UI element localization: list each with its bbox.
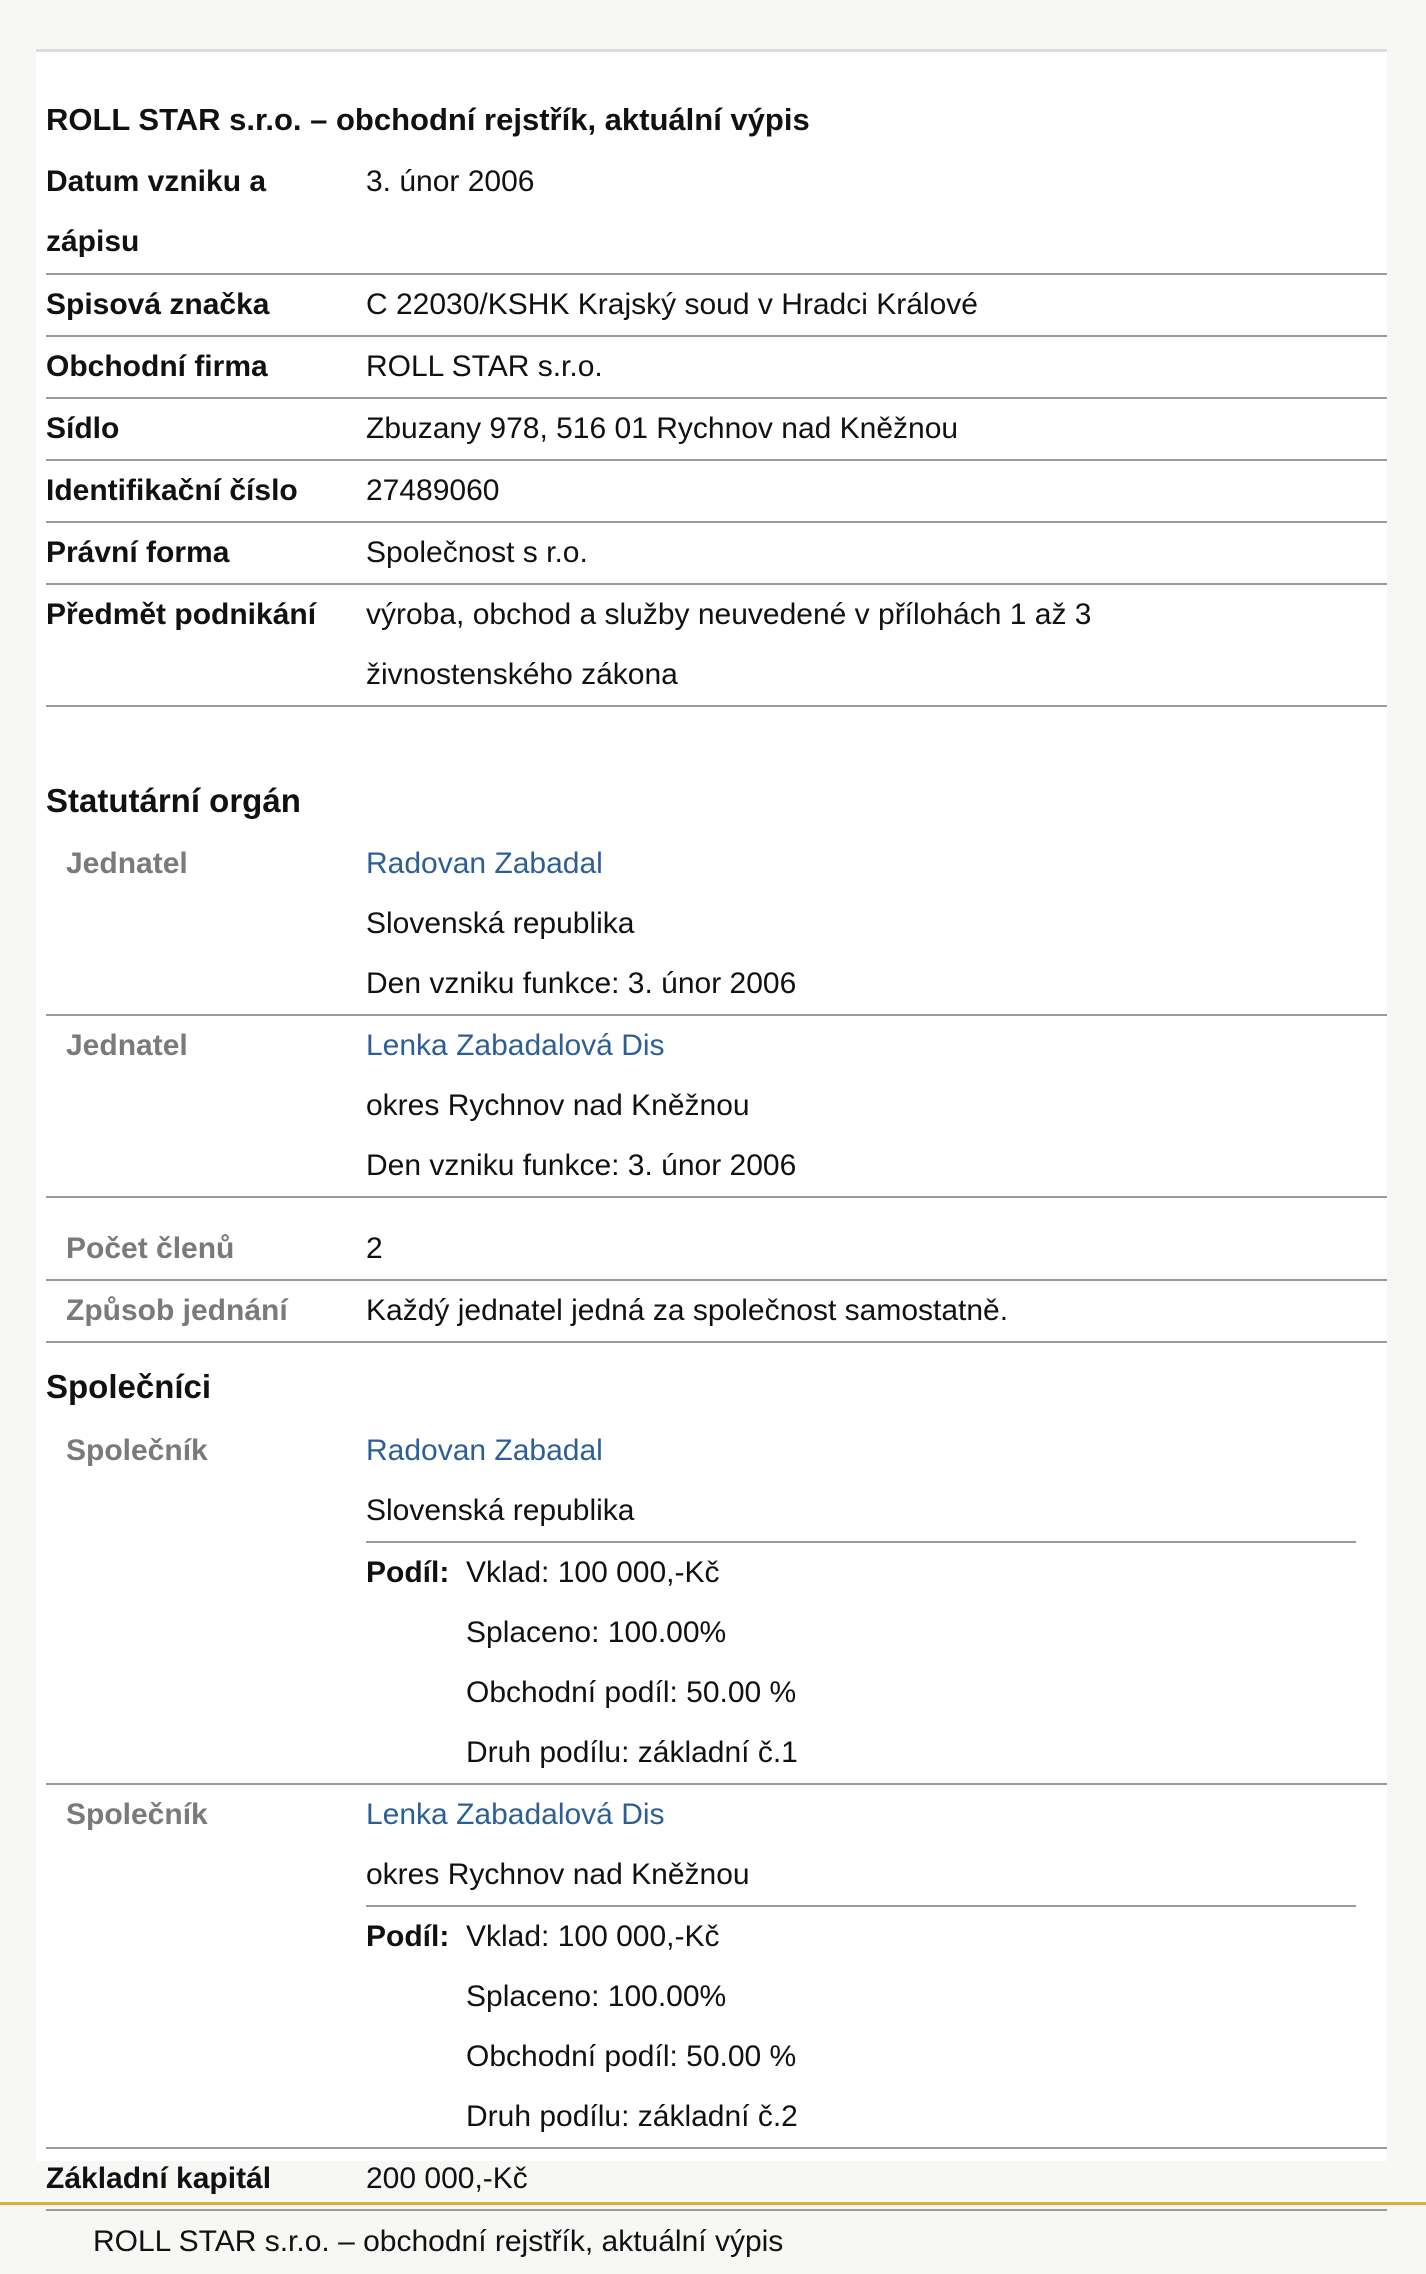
row-pocet: [46, 1219, 1387, 1281]
section-statutarni-heading: Statutární orgán: [46, 782, 301, 819]
value-jednatel-2: [366, 1016, 1366, 1196]
spolecnik-1-podil-values: [466, 1543, 798, 1783]
label-jednatel-2: Jednatel: [66, 1029, 188, 1062]
value-kapital: [366, 2149, 1366, 2209]
label-jednatel-1: Jednatel: [66, 847, 188, 880]
row-datum: [46, 152, 1387, 275]
kapital-text: 200 000,-Kč: [366, 2162, 528, 2195]
spisova-text: C 22030/KSHK Krajský soud v Hradci Králové: [366, 288, 978, 321]
jednatel-2-name-link[interactable]: Lenka Zabadalová Dis: [366, 1029, 665, 1062]
label-forma: Právní forma: [46, 536, 230, 569]
value-spolecnik-2: [366, 1785, 1366, 2147]
value-spolecnik-1: [366, 1421, 1366, 1783]
value-jednatel-1: [366, 834, 1366, 1014]
ico-text: 27489060: [366, 474, 500, 507]
spolecnik-2-podil-values: [466, 1907, 798, 2147]
spolecnik-2-splaceno: Splaceno: 100.00%: [466, 1980, 727, 2013]
footer-text: ROLL STAR s.r.o. – obchodní rejstřík, aktuální výpis: [93, 2225, 784, 2258]
page-title: ROLL STAR s.r.o. – obchodní rejstřík, aktuální výpis: [46, 102, 810, 137]
value-ico: [366, 461, 1366, 521]
row-spolecnik-2: [46, 1785, 1387, 2149]
predmet-text: výroba, obchod a služby neuvedené v přílohách 1 až 3 živnostenského zákona: [366, 598, 1092, 691]
spolecnik-2-podil-label: Podíl:: [366, 1920, 450, 1953]
spolecnik-1-location: Slovenská republika: [366, 1494, 635, 1527]
value-sidlo: [366, 399, 1366, 459]
spolecnik-1-podil: [366, 1543, 1366, 1783]
spolecnik-2-location: okres Rychnov nad Kněžnou: [366, 1858, 750, 1891]
row-firma: [46, 337, 1387, 399]
label-spolecnik-2: Společník: [66, 1798, 208, 1831]
label-pocet: Počet členů: [66, 1232, 235, 1265]
spolecnik-1-splaceno: Splaceno: 100.00%: [466, 1616, 727, 1649]
spolecnik-1-druh: Druh podílu: základní č.1: [466, 1736, 798, 1769]
footer-divider: [0, 2202, 1426, 2205]
label-firma: Obchodní firma: [46, 350, 268, 383]
zpusob-text: Každý jednatel jedná za společnost samostatně.: [366, 1294, 1009, 1327]
row-forma: [46, 523, 1387, 585]
spolecnik-1-podil-label: Podíl:: [366, 1556, 450, 1589]
spolecnik-2-druh: Druh podílu: základní č.2: [466, 2100, 798, 2133]
row-predmet: [46, 585, 1387, 707]
sidlo-text: Zbuzany 978, 516 01 Rychnov nad Kněžnou: [366, 412, 959, 445]
value-zpusob: [366, 1281, 1366, 1341]
value-datum: [366, 152, 1366, 212]
label-predmet: Předmět podnikání: [46, 598, 317, 631]
value-pocet: [366, 1219, 1366, 1279]
register-card: [36, 49, 1387, 2195]
spolecnik-1-vklad: Vklad: 100 000,-Kč: [466, 1556, 720, 1589]
jednatel-1-name-link[interactable]: Radovan Zabadal: [366, 847, 603, 880]
value-forma: [366, 523, 1366, 583]
row-jednatel-1: [46, 834, 1387, 1016]
value-firma: [366, 337, 1366, 397]
firma-text: ROLL STAR s.r.o.: [366, 350, 603, 383]
row-jednatel-2: [46, 1016, 1387, 1198]
forma-text: Společnost s r.o.: [366, 536, 588, 569]
jednatel-2-since: Den vzniku funkce: 3. únor 2006: [366, 1149, 797, 1182]
row-ico: [46, 461, 1387, 523]
section-spolecnici-heading: Společníci: [46, 1368, 212, 1405]
row-spolecnik-1: [46, 1421, 1387, 1785]
value-predmet: [366, 585, 1306, 705]
row-spisova: [46, 275, 1387, 337]
datum-text: 3. únor 2006: [366, 165, 535, 198]
pocet-text: 2: [366, 1232, 383, 1265]
label-datum: Datum vzniku a zápisu: [46, 165, 267, 258]
label-spolecnik-1: Společník: [66, 1434, 208, 1467]
spolecnik-2-vklad: Vklad: 100 000,-Kč: [466, 1920, 720, 1953]
spolecnik-2-podil: [366, 1907, 1366, 2147]
label-sidlo: Sídlo: [46, 412, 120, 445]
jednatel-1-since: Den vzniku funkce: 3. únor 2006: [366, 967, 797, 1000]
label-zpusob: Způsob jednání: [66, 1294, 288, 1327]
label-kapital: Základní kapitál: [46, 2162, 272, 2195]
label-spisova: Spisová značka: [46, 288, 270, 321]
label-ico: Identifikační číslo: [46, 474, 298, 507]
spolecnik-2-obchodni-podil: Obchodní podíl: 50.00 %: [466, 2040, 797, 2073]
spolecnik-1-obchodni-podil: Obchodní podíl: 50.00 %: [466, 1676, 797, 1709]
value-spisova: [366, 275, 1366, 335]
row-zpusob: [46, 1281, 1387, 1343]
jednatel-2-location: okres Rychnov nad Kněžnou: [366, 1089, 750, 1122]
jednatel-1-location: Slovenská republika: [366, 907, 635, 940]
row-sidlo: [46, 399, 1387, 461]
spolecnik-2-name-link[interactable]: Lenka Zabadalová Dis: [366, 1798, 665, 1831]
spolecnik-1-name-link[interactable]: Radovan Zabadal: [366, 1434, 603, 1467]
